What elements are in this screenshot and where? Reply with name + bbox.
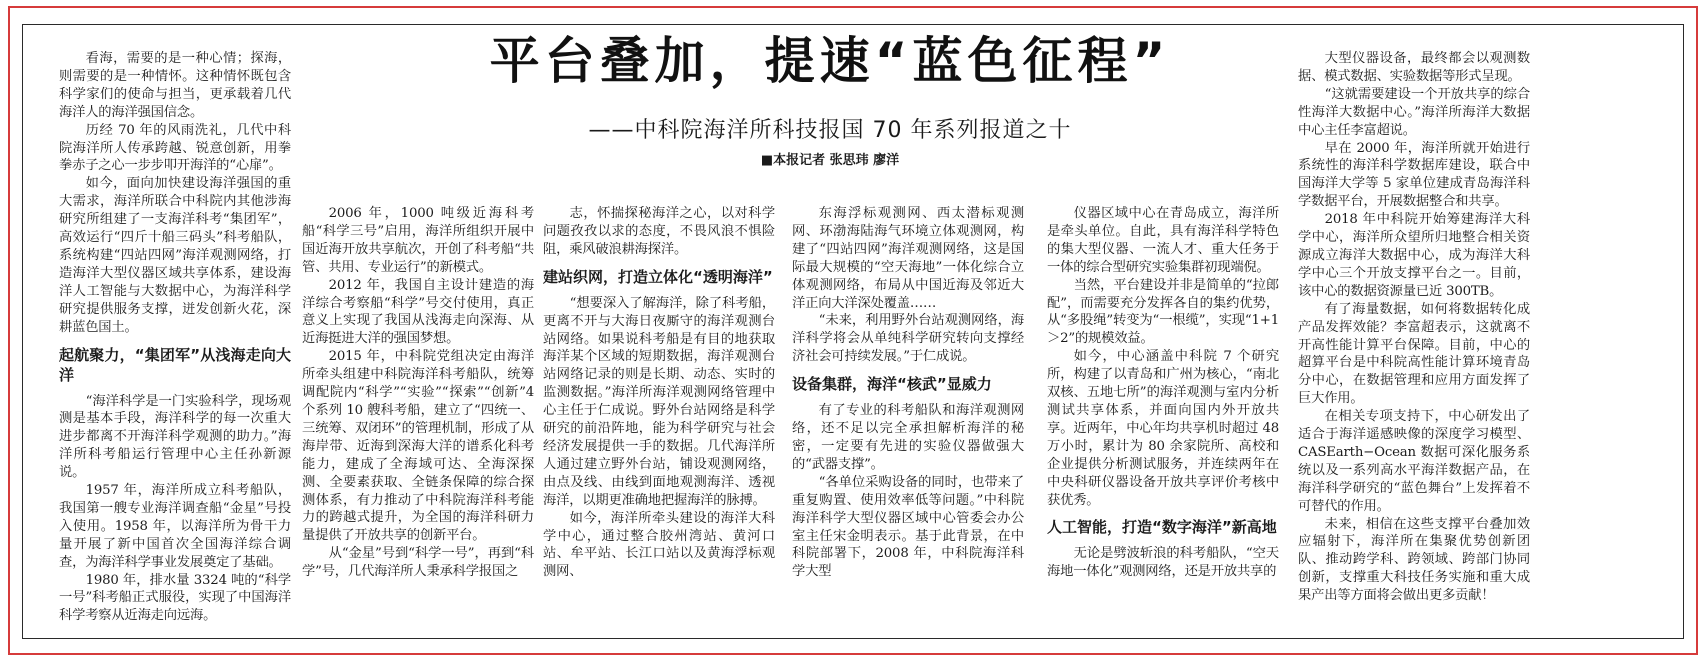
paragraph: 如今，海洋所牵头建设的海洋大科学中心，通过整合胶州湾站、黄河口站、牟平站、长江口站以及黄海浮标观测网、 [543,510,775,580]
paragraph: 志，怀揣探秘海洋之心，以对科学问题孜孜以求的态度，不畏风浪不惧险阻，乘风破浪耕海探洋。 [543,206,775,257]
paragraph: 2015 年，中科院党组决定由海洋所牵头组建中科院海洋科考船队，统筹调配院内“科学”“实验”“探索”“创新”4 个系列 10 艘科考船，建立了“四统一、三统筹、双闭环”的管理机制，形成了从海岸带、近海到深海大洋的谱系化科考能力，建成了全海域可达、全海深探测、全要素获取、全链条保障的综合探测体系，有力推动了中科院海洋科考能力的跨越式提升，为全国的海洋科研力量提供了开放共享的创新平台。 [302,349,534,544]
section-heading: 人工智能，打造“数字海洋”新高地 [1047,518,1277,537]
paragraph: 无论是劈波斩浪的科考船队，“空天海地一体化”观测网络，还是开放共享的 [1047,546,1279,580]
paragraph: 如今，面向加快建设海洋强国的重大需求，海洋所联合中科院内其他涉海研究所组建了一支海洋科考“集团军”，高效运行“四斤十船三码头”科考船队，系统构建“四站四网”海洋观测网络，打造海洋大型仪器区域共享体系，建设海洋人工智能与大数据中心，为海洋科学研究提供服务支撑，迸发创新火花，深耕蓝色国土。 [59,176,291,335]
column-2 [302,205,534,581]
subheadline: ——中科院海洋所科技报国 70 年系列报道之十 [588,118,1072,143]
paragraph: 未来，相信在这些支撑平台叠加效应辐射下，海洋所在集聚优势创新团队、推动跨学科、跨领域、跨部门协同创新，支撑重大科技任务实施和重大成果产出等方面将会做出更多贡献！ [1298,516,1530,604]
paragraph: 大型仪器设备，最终都会以观测数据、模式数据、实验数据等形式呈现。 [1298,51,1530,84]
paragraph: “这就需要建设一个开放共享的综合性海洋大数据中心。”海洋所海洋大数据中心主任李富超说。 [1298,86,1530,138]
paragraph: “未来，利用野外台站观测网络，海洋科学将会从单纯科学研究转向支撑经济社会可持续发展。”于仁成说。 [792,313,1024,365]
paragraph: 东海浮标观测网、西太潜标观测网、环渤海陆海气环境立体观测网，构建了“四站四网”海洋观测网络，这是国际最大规模的“空天海地”一体化综合立体观测网络，布局从中国近海及邻近大洋正向大洋深处覆盖…… [792,206,1024,311]
paragraph: 1980 年，排水量 3324 吨的“科学一号”科考船正式服役，实现了中国海洋科学考察从近海走向远海。 [59,572,291,624]
paragraph: 历经 70 年的风雨洗礼，几代中科院海洋所人传承跨越、锐意创新，用拳拳赤子之心一步步叩开海洋的“心扉”。 [59,122,291,174]
section-heading: 建站织网，打造立体化“透明海洋” [543,267,773,286]
paragraph: 看海，需要的是一种心情；探海，则需要的是一种情怀。这种情怀既包含科学家们的使命与担当，更承载着几代海洋人的海洋强国信念。 [59,51,291,120]
section-heading: 设备集群，海洋“核武”显威力 [792,375,992,394]
paragraph: “各单位采购设备的同时，也带来了重复购置、使用效率低等问题。”中科院海洋科学大型仪器区域中心管委会办公室主任宋金明表示。基于此背景，在中科院部署下，2008 年，中科院海洋科学大型 [792,474,1024,580]
column-3 [543,205,775,581]
paragraph: 如今，中心涵盖中科院 7 个研究所，构建了以青岛和广州为核心，“南北双核、五地七所”的海洋观测与室内分析测试共享体系，并面向国内外开放共享。近两年，中心年均共享机时超过 48 万小时，累计为 80 余家院所、高校和企业提供分析测试服务，并连续两年在中央科研仪器设备开放共享评价考核中获优秀。 [1047,349,1279,508]
section-heading: 起航聚力，“集团军”从浅海走向大洋 [59,345,291,384]
column-1 [59,50,291,625]
column-6 [1298,50,1530,605]
column-5 [1047,205,1279,581]
paragraph: 有了海量数据，如何将数据转化成产品发挥效能？李富超表示，这就离不开高性能计算平台保障。目前，中心的超算平台是中科院高性能计算环境青岛分中心，在数据管理和应用方面发挥了巨大作用。 [1298,301,1530,407]
paragraph: 2012 年，我国自主设计建造的海洋综合考察船“科学”号交付使用，真正意义上实现了我国从浅海走向深海、从近海挺进大洋的强国梦想。 [302,277,534,347]
paragraph: 在相关专项支持下，中心研发出了适合于海洋遥感映像的深度学习模型、CASEarth−Ocean 数据可深化服务系统以及一系列高水平海洋数据产品，在海洋科学研究的“蓝色舞台”上发挥着不可替代的作用。 [1298,409,1530,514]
paragraph: 2006 年，1000 吨级近海科考船“科学三号”启用，海洋所组织开展中国近海开放共享航次，开创了科考船“共管、共用、专业运行”的新模式。 [302,206,534,275]
paragraph: 当然，平台建设并非是简单的“拉郎配”，而需要充分发挥各自的集约优势，从“多股绳”转变为“一根缆”，实现“1+1＞2”的规模效益。 [1047,277,1279,347]
byline: ■本报记者 张思玮 廖洋 [760,153,900,168]
paragraph: “想要深入了解海洋，除了科考船，更离不开与大海日夜厮守的海洋观测台站网络。如果说科考船是有目的地获取海洋某个区域的短期数据，海洋观测台站网络记录的则是长期、动态、实时的监测数据。”海洋所海洋观测网络管理中心主任于仁成说。野外台站网络是科学研究的前沿阵地，能为科学研究与社会经济发展提供一手的数据。几代海洋所人通过建立野外台站，铺设观测网络，由点及线、由线到面地观测海洋、透视海洋，以期更准确地把握海洋的脉搏。 [543,295,775,508]
column-4 [792,205,1024,581]
paragraph: “海洋科学是一门实验科学，现场观测是基本手段，海洋科学的每一次重大进步都离不开海洋科学观测的助力。”海洋所科考船运行管理中心主任孙新源说。 [59,393,291,481]
paragraph: 早在 2000 年，海洋所就开始进行系统性的海洋科学数据库建设，联合中国海洋大学等 5 家单位建成青岛海洋科学数据平台，开展数据整合和共享。 [1298,140,1530,210]
headline: 平台叠加，提速“蓝色征程” [489,32,1171,90]
paragraph: 仪器区域中心在青岛成立，海洋所是牵头单位。自此，具有海洋科学特色的集大型仪器、一流人才、重大任务于一体的综合型研究实验集群初现端倪。 [1047,206,1279,275]
paragraph: 2018 年中科院开始筹建海洋大科学中心，海洋所众望所归地整合相关资源成立海洋大数据中心，成为海洋大科学中心三个开放支撑平台之一。目前，该中心的数据资源量已近 300TB。 [1298,212,1530,299]
paragraph: 有了专业的科考船队和海洋观测网络，还不足以完全承担解析海洋的秘密，一定要有先进的实验仪器做强大的“武器支撑”。 [792,403,1024,472]
paragraph: 从“金星”号到“科学一号”，再到“科学”号，几代海洋所人秉承科学报国之 [302,546,534,580]
paragraph: 1957 年，海洋所成立科考船队，我国第一艘专业海洋调查船“金星”号投入使用。1958 年，以海洋所为骨干力量开展了新中国首次全国海洋综合调查，为海洋科学事业发展奠定了基础。 [59,483,291,570]
